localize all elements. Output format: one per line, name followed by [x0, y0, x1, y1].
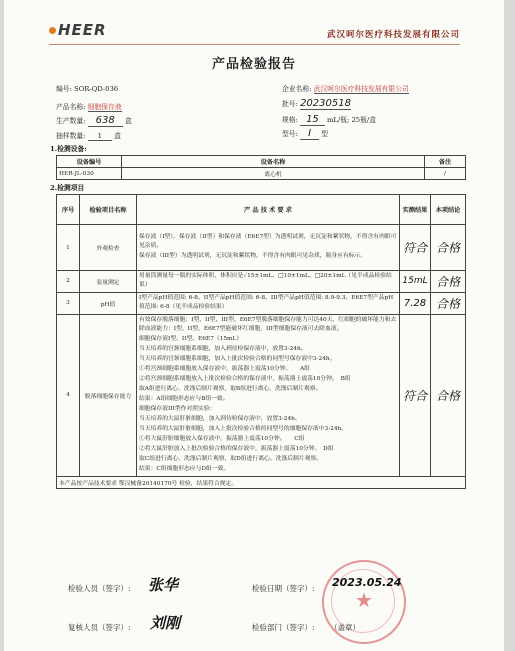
row-requirement: [137, 225, 400, 271]
row-name: 脱落细胞保存能力: [80, 314, 137, 476]
row-result: 符合: [400, 314, 431, 476]
row-conclusion: 合格: [431, 292, 466, 314]
sample-field: 抽样数量: 1 盒: [56, 132, 121, 140]
footer-note: 本产品按产品技术要求 鄂汉械备20140170号 检验，结果符合规定。: [57, 476, 466, 488]
header-divider: [49, 44, 460, 45]
row-name: pH值: [80, 292, 137, 314]
report-page: [4, 0, 504, 651]
equipment-col-note: 备注: [425, 156, 466, 168]
table-row: [57, 225, 466, 271]
items-header-row: [57, 195, 466, 225]
inspector-label: 检验人员（签字）:: [68, 584, 131, 593]
inspection-date: 2023.05.24: [332, 576, 402, 589]
items-section-title: 2.检测项目: [50, 184, 85, 192]
reviewer-label: 复核人员（签字）:: [68, 623, 131, 632]
row-result: 符合: [400, 225, 431, 271]
col-conclusion: 本项结论: [431, 195, 466, 225]
serial-field: 编号: SOR-QD-036: [56, 85, 119, 93]
footer-note-row: [57, 476, 466, 488]
requirement-line: 当天培养的大鼠肝脏细胞，加入上批次检验合格的同型号的细胞保存液中3-24h。: [139, 425, 348, 432]
requirement-line: 用量筒测量每一瓶的实际体积，体积应是✓15±1mL、□10±1mL、□20±1mL（见半成品检验结果）: [139, 273, 392, 288]
row-no: 3: [57, 292, 80, 314]
row-requirement: [137, 314, 400, 476]
requirement-line: 有效保存脱落细胞：I型、II型、III型、E6E7型脱落细胞保存能力可达40天，红细胞的破坏能力和去除血液能力：I型、II型、E6E7型能破坏红细胞，III型细胞保存液可去除血液。: [139, 316, 397, 332]
col-result: 实测结果: [400, 195, 431, 225]
product-field: 产品名称: 细胞保存液: [56, 103, 122, 111]
logo-text: HEER: [58, 21, 107, 39]
logo-dot-icon: [49, 27, 56, 34]
row-requirement: [137, 271, 400, 293]
row-no: 1: [57, 225, 80, 271]
row-result: 7.28: [400, 292, 431, 314]
requirement-line: 保存液（I型）、保存液（II型）和保存液（E6E7型）为透明试剂，无沉淀和絮状物，不得含有肉眼可见杂质。: [139, 234, 397, 249]
equipment-code: HER-JL-030: [57, 168, 122, 180]
equipment-section-title: 1.检测设备:: [50, 145, 87, 153]
row-no: 4: [57, 314, 80, 476]
batch-field: 批号: 20230518: [282, 98, 351, 109]
requirement-line: I型产品pH值范围: 6-8、II型产品pH值范围: 6-8、III型产品pH值范围: 8.9-9.3、E6E7型产品pH值范围: 6-8（见半成品检验结果）: [139, 294, 394, 310]
row-conclusion: 合格: [431, 271, 466, 293]
table-row: [57, 271, 466, 293]
requirement-line: 当天培养的宫颈细胞系细胞，加入上批次检验合格的同型号保存液中3-24h。: [139, 355, 336, 362]
requirement-line: ②将大鼠肝脏放入上批次检验合格的保存液中，振荡器上震荡10分钟。 D组: [139, 445, 334, 452]
quantity-field: 生产数量: 638 盒: [56, 115, 132, 126]
equipment-header-row: [57, 156, 466, 168]
header-company: 武汉呵尔医疗科技发展有限公司: [326, 30, 460, 40]
page-title: 产品检验报告: [211, 57, 296, 72]
row-name: 装量测定: [80, 271, 137, 293]
seal-star-icon: ★: [355, 588, 373, 612]
requirement-line: ②将宫颈细胞系细胞放入上批次检验合格的保存液中，振荡器上震荡10分钟。 B组: [139, 375, 351, 382]
equipment-table: [56, 155, 466, 180]
requirement-line: 结果：A组细胞形态应与B组一致。: [139, 395, 229, 402]
requirement-line: 结果：C组细胞形态应与D组一致。: [139, 465, 230, 472]
requirement-line: 细胞保存液III型作对照实验：: [139, 405, 216, 412]
requirement-line: 保存液（III型）为透明试剂，无沉淀和絮状物，不得含有肉眼可见杂质，瓶身应有标示。: [139, 252, 367, 259]
requirement-line: ①将宫颈细胞系细胞放入保存液中，振荡器上震荡10分钟。 A组: [139, 365, 310, 372]
row-conclusion: 合格: [431, 314, 466, 476]
col-no: 序号: [57, 195, 80, 225]
requirement-line: 取A组进行离心、洗涤后制片观察，取B组进行离心、洗涤后制片观察。: [139, 385, 322, 392]
requirement-line: 当天培养的大鼠肝脏细胞，加入到待检保存液中，放置3-24h。: [139, 415, 301, 422]
requirement-line: 细胞保存液I型、II型、E6E7（15mL）: [139, 335, 243, 342]
row-result: 15mL: [400, 271, 431, 293]
table-row: [57, 292, 466, 314]
row-no: 2: [57, 271, 80, 293]
inspector-signature: 张华: [148, 576, 179, 594]
row-name: 外观检查: [80, 225, 137, 271]
equipment-note: /: [425, 168, 466, 180]
test-items-table: [56, 194, 466, 489]
col-name: 检验项目名称: [80, 195, 137, 225]
reviewer-signature: 刘刚: [150, 614, 181, 632]
row-conclusion: 合格: [431, 225, 466, 271]
spec-field: 规格: 15 mL/瓶; 25瓶/盒: [282, 114, 376, 125]
requirement-line: ①将大鼠肝脏细胞放入保存液中，振荡器上震荡10分钟。 C组: [139, 435, 305, 442]
equipment-col-code: 设备编号: [57, 156, 122, 168]
equipment-col-name: 设备名称: [122, 156, 425, 168]
company-logo: [49, 21, 107, 39]
equipment-row: [57, 168, 466, 180]
requirement-line: 当天培养的宫颈细胞系细胞，加入到待检保存液中，放置3-24h。: [139, 345, 307, 352]
requirement-line: 取C组进行离心、洗涤后制片观察，取D组进行离心、洗涤后制片观察。: [139, 455, 322, 462]
date-label: 检验日期（签字）:: [252, 584, 315, 593]
company-field: 企业名称: 武汉呵尔医疗科技发展有限公司: [282, 85, 409, 93]
col-requirement: 产 品 技 术 要 求: [137, 195, 400, 225]
dept-label: 检验部门（签字）:: [252, 623, 315, 632]
model-field: 型号: I 型: [282, 128, 328, 139]
dept-stamp-text: （盖章）: [330, 623, 360, 632]
row-requirement: [137, 292, 400, 314]
table-row: [57, 314, 466, 476]
equipment-name: 离心机: [122, 168, 425, 180]
